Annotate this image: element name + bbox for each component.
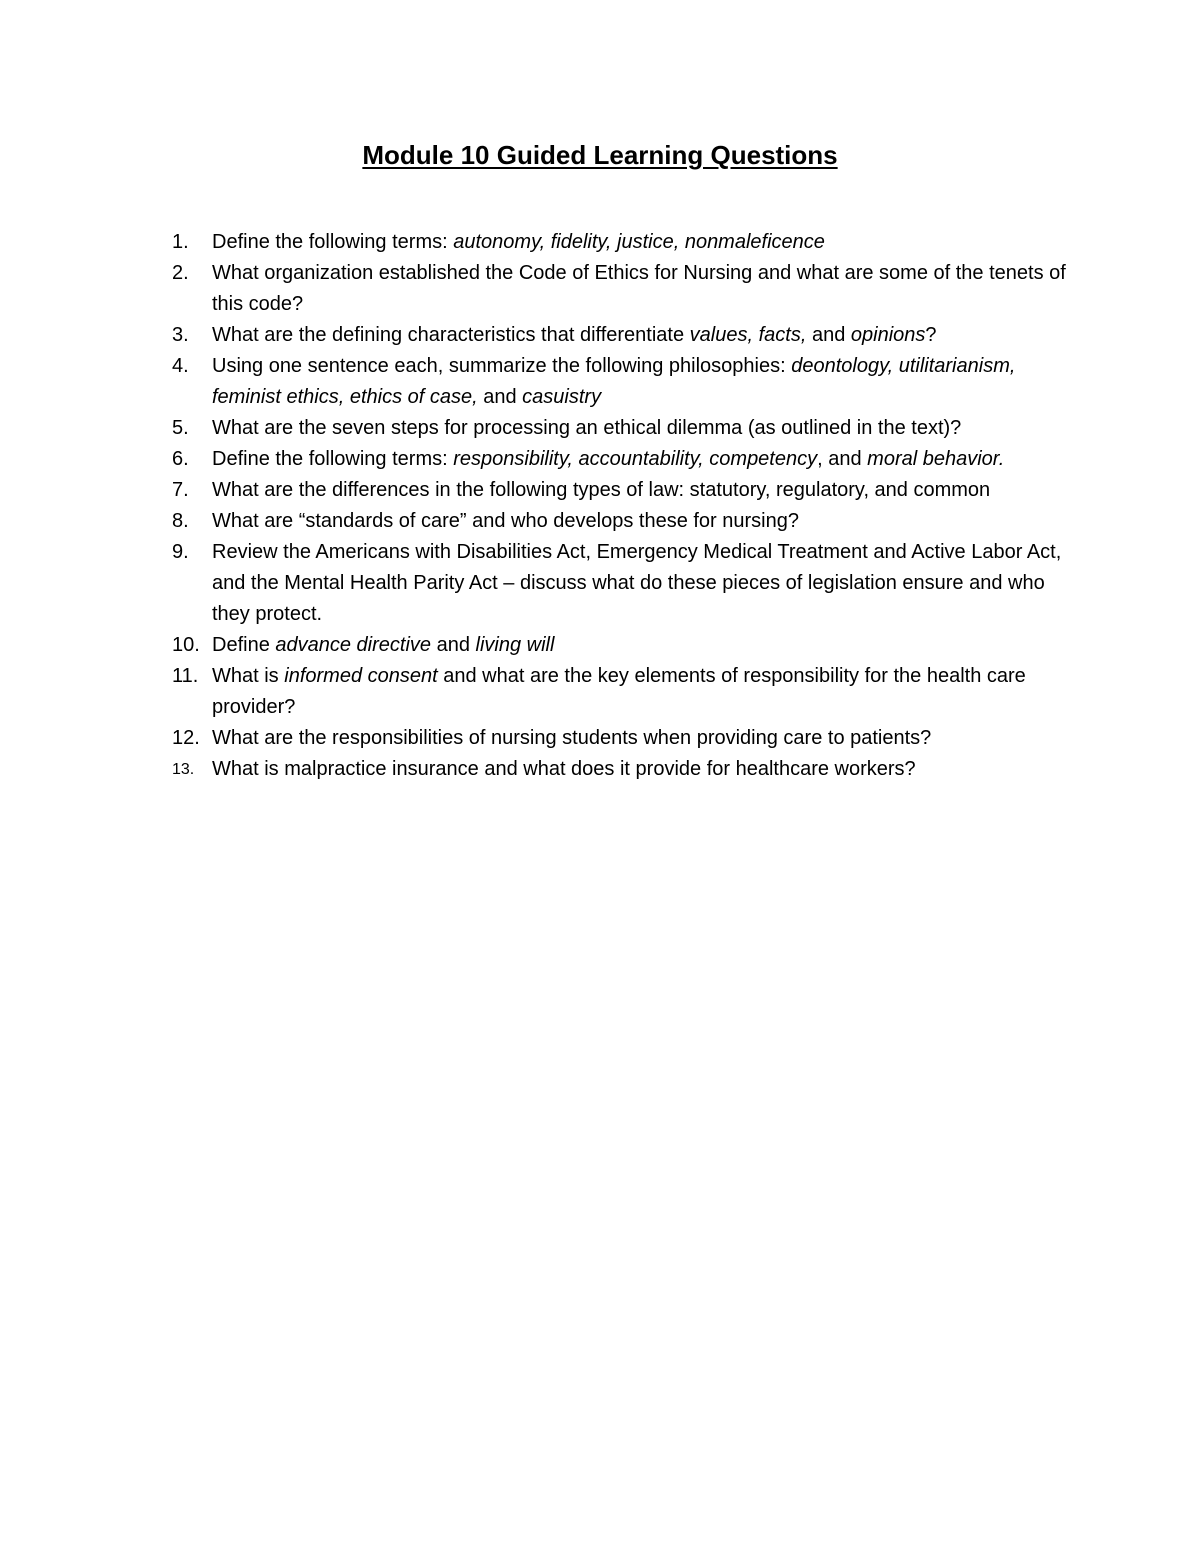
- question-text: [212, 510, 799, 532]
- question-item: [172, 475, 1072, 506]
- question-number: 2.: [172, 262, 189, 284]
- question-item: [172, 227, 1072, 258]
- question-text: [212, 541, 1061, 625]
- question-text-segment: What organization established the Code of Ethics for Nursing and what are some of the tenets of this code?: [212, 262, 1066, 315]
- question-text-segment: , and: [817, 448, 868, 470]
- question-text-segment: What is malpractice insurance and what does it provide for healthcare workers?: [212, 758, 916, 780]
- question-text-segment: Define the following terms:: [212, 448, 454, 470]
- page-title: Module 10 Guided Learning Questions: [362, 140, 838, 170]
- question-text: [212, 479, 990, 501]
- question-text: [212, 758, 916, 780]
- question-item: [172, 444, 1072, 475]
- question-text-segment: and: [431, 634, 476, 656]
- question-item: [172, 661, 1072, 723]
- question-number: 11.: [172, 665, 199, 687]
- question-list: [172, 227, 1072, 785]
- question-text-segment: and what are the key elements of responsibility for the health care provider?: [212, 665, 1026, 718]
- question-item: [172, 320, 1072, 351]
- question-text-segment: What is: [212, 665, 285, 687]
- question-text: [212, 262, 1066, 315]
- question-text-italic: responsibility, accountability, competency: [453, 448, 818, 470]
- question-text-segment: ?: [925, 324, 937, 346]
- question-item: [172, 506, 1072, 537]
- question-item: [172, 754, 1072, 785]
- question-item: [172, 537, 1072, 630]
- question-text: [212, 324, 937, 346]
- question-text: [212, 634, 554, 656]
- question-number: 10.: [172, 634, 200, 656]
- question-text-italic: values, facts,: [689, 324, 807, 346]
- question-text-italic: living will: [475, 634, 555, 656]
- question-number: 13.: [172, 761, 195, 778]
- question-number: 8.: [172, 510, 189, 532]
- question-item: [172, 723, 1072, 754]
- question-text: [212, 727, 931, 749]
- question-number: 12.: [172, 727, 200, 749]
- question-text-segment: What are the differences in the following types of law: statutory, regulatory, and common: [212, 479, 991, 501]
- question-text-segment: What are the defining characteristics that differentiate: [212, 324, 690, 346]
- question-item: [172, 630, 1072, 661]
- question-text-italic: advance directive: [275, 634, 432, 656]
- question-number: 6.: [172, 448, 189, 470]
- question-text-segment: and: [477, 386, 523, 408]
- question-number: 9.: [172, 541, 189, 563]
- question-number: 4.: [172, 355, 189, 377]
- question-text: [212, 417, 961, 439]
- question-text-segment: and: [806, 324, 851, 346]
- question-text-segment: Review the Americans with Disabilities Act, Emergency Medical Treatment and Active Labor Act, and the Mental Health Parity Act – discuss what do these pieces of legislation ensure and who they protect.: [212, 541, 1062, 625]
- question-text-italic: autonomy, fidelity, justice, nonmaleficence: [453, 231, 825, 253]
- question-text-italic: opinions: [850, 324, 926, 346]
- question-number: 3.: [172, 324, 189, 346]
- question-item: [172, 351, 1072, 413]
- question-number: 1.: [172, 231, 189, 253]
- question-text: [212, 448, 1004, 470]
- question-number: 7.: [172, 479, 189, 501]
- question-text-segment: What are the seven steps for processing an ethical dilemma (as outlined in the text)?: [212, 417, 962, 439]
- question-text-segment: Define the following terms:: [212, 231, 454, 253]
- question-text: [212, 355, 1015, 408]
- question-text-segment: Define: [212, 634, 276, 656]
- question-number: 5.: [172, 417, 189, 439]
- question-item: [172, 413, 1072, 444]
- question-item: [172, 258, 1072, 320]
- question-text-italic: casuistry: [522, 386, 602, 408]
- question-text-italic: moral behavior.: [867, 448, 1005, 470]
- question-text-segment: Using one sentence each, summarize the following philosophies:: [212, 355, 792, 377]
- question-text: [212, 665, 1026, 718]
- question-text-italic: deontology, utilitarianism, feminist ethics, ethics of case,: [212, 355, 1016, 408]
- question-text-segment: What are “standards of care” and who develops these for nursing?: [212, 510, 799, 532]
- question-text: [212, 231, 825, 253]
- question-text-segment: What are the responsibilities of nursing students when providing care to patients?: [212, 727, 932, 749]
- question-text-italic: informed consent: [284, 665, 438, 687]
